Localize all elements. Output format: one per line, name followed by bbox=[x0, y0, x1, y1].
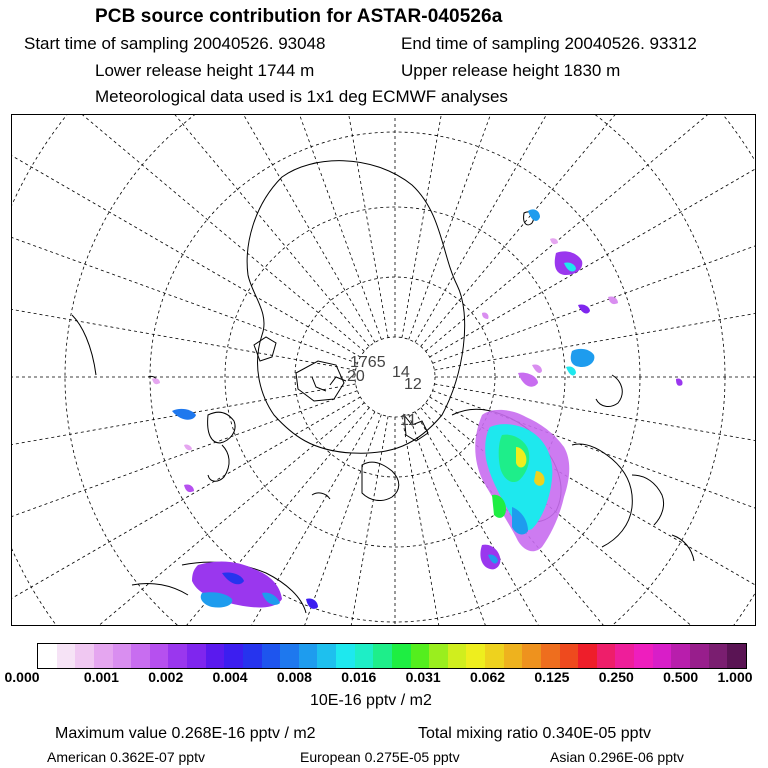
colorbar-tick-label: 0.004 bbox=[212, 669, 248, 685]
colorbar-swatch bbox=[653, 644, 672, 668]
pole-label-cluster bbox=[347, 354, 422, 429]
pole-label: 12 bbox=[404, 376, 422, 393]
polar-map bbox=[12, 115, 755, 625]
european-contribution-label: European 0.275E-05 pptv bbox=[300, 749, 460, 765]
meridian-line bbox=[12, 397, 360, 625]
colorbar-swatch bbox=[504, 644, 523, 668]
colorbar-swatch bbox=[448, 644, 467, 668]
coastlines bbox=[72, 161, 694, 613]
pole-label: 20 bbox=[347, 368, 365, 385]
colorbar-swatch bbox=[38, 644, 57, 668]
colorbar-swatch bbox=[168, 644, 187, 668]
lower-height-label: Lower release height 1744 m bbox=[95, 61, 315, 80]
colorbar-tick-label: 0.125 bbox=[534, 669, 570, 685]
colorbar-tick-label: 0.250 bbox=[598, 669, 634, 685]
end-time-label: End time of sampling 20040526. 93312 bbox=[401, 34, 697, 53]
colorbar bbox=[37, 643, 747, 669]
meridian-line bbox=[239, 115, 388, 338]
colorbar-swatch bbox=[243, 644, 262, 668]
asian-contribution-label: Asian 0.296E-06 pptv bbox=[550, 749, 684, 765]
meridian-line bbox=[12, 221, 356, 370]
meridian-line bbox=[430, 115, 755, 357]
colorbar-swatch bbox=[224, 644, 243, 668]
meridian-line bbox=[12, 115, 360, 357]
colorbar-swatch bbox=[560, 644, 579, 668]
meridian-line bbox=[12, 115, 369, 346]
start-time-label: Start time of sampling 20040526. 93048 bbox=[24, 34, 326, 53]
colorbar-swatch bbox=[671, 644, 690, 668]
colorbar-tick-label: 0.001 bbox=[83, 669, 119, 685]
meridian-line bbox=[415, 412, 755, 625]
colorbar-swatch bbox=[187, 644, 206, 668]
pole-label: 14 bbox=[392, 364, 410, 381]
colorbar-tick-label: 0.016 bbox=[341, 669, 377, 685]
colorbar-swatch bbox=[355, 644, 374, 668]
colorbar-swatch bbox=[280, 644, 299, 668]
colorbar-swatch bbox=[57, 644, 76, 668]
meridian-line bbox=[433, 115, 755, 363]
colorbar-swatch bbox=[150, 644, 169, 668]
colorbar-tick-label: 0.500 bbox=[663, 669, 699, 685]
max-value-label: Maximum value 0.268E-16 pptv / m2 bbox=[55, 725, 316, 742]
colorbar-tick-label: 0.008 bbox=[276, 669, 312, 685]
colorbar-swatch bbox=[262, 644, 281, 668]
meridian-line bbox=[409, 115, 703, 339]
meridian-line bbox=[87, 115, 381, 339]
colorbar-tick-label: 0.000 bbox=[4, 669, 40, 685]
pole-label: 11 bbox=[400, 412, 417, 429]
colorbar-swatch bbox=[615, 644, 634, 668]
meridian-line bbox=[426, 115, 755, 351]
colorbar-swatch bbox=[317, 644, 336, 668]
colorbar-swatch bbox=[466, 644, 485, 668]
colorbar-swatch bbox=[541, 644, 560, 668]
concentration-field bbox=[152, 209, 683, 609]
colorbar-tick-label: 0.062 bbox=[470, 669, 506, 685]
colorbar-swatch bbox=[373, 644, 392, 668]
colorbar-unit-label: 10E-16 pptv / m2 bbox=[310, 692, 432, 709]
colorbar-swatch bbox=[94, 644, 113, 668]
colorbar-swatch bbox=[336, 644, 355, 668]
map-title: PCB source contribution for ASTAR-040526a bbox=[95, 6, 503, 27]
colorbar-swatch bbox=[634, 644, 653, 668]
colorbar-swatch bbox=[690, 644, 709, 668]
meridian-line bbox=[12, 408, 369, 625]
meridian-line bbox=[421, 408, 755, 625]
colorbar-swatch bbox=[131, 644, 150, 668]
colorbar-swatch bbox=[113, 644, 132, 668]
colorbar-swatch bbox=[392, 644, 411, 668]
meridian-line bbox=[426, 403, 755, 625]
meridian-line bbox=[12, 115, 357, 363]
meridian-line bbox=[434, 221, 755, 370]
colorbar-tick-label: 1.000 bbox=[717, 669, 753, 685]
colorbar-swatch bbox=[485, 644, 504, 668]
colorbar-tick-label: 0.031 bbox=[405, 669, 441, 685]
meridian-line bbox=[12, 403, 364, 625]
meridian-line bbox=[12, 391, 357, 625]
colorbar-swatch bbox=[75, 644, 94, 668]
colorbar-swatch bbox=[578, 644, 597, 668]
american-contribution-label: American 0.362E-07 pptv bbox=[47, 749, 205, 765]
colorbar-swatch bbox=[411, 644, 430, 668]
colorbar-swatch bbox=[522, 644, 541, 668]
colorbar-tick-label: 0.002 bbox=[148, 669, 184, 685]
colorbar-swatch bbox=[727, 644, 746, 668]
meridian-line bbox=[12, 384, 356, 533]
meridian-line bbox=[12, 115, 375, 342]
colorbar-swatch bbox=[299, 644, 318, 668]
colorbar-swatch bbox=[429, 644, 448, 668]
meridian-line bbox=[402, 115, 551, 338]
pole-label: 1765 bbox=[350, 354, 386, 371]
colorbar-swatch bbox=[206, 644, 225, 668]
met-data-label: Meteorological data used is 1x1 deg ECMWF analyses bbox=[95, 87, 508, 106]
map-panel[interactable] bbox=[11, 114, 756, 626]
total-mixing-ratio-label: Total mixing ratio 0.340E-05 pptv bbox=[418, 725, 652, 742]
upper-height-label: Upper release height 1830 m bbox=[401, 61, 621, 80]
colorbar-swatch bbox=[709, 644, 728, 668]
colorbar-swatch bbox=[597, 644, 616, 668]
